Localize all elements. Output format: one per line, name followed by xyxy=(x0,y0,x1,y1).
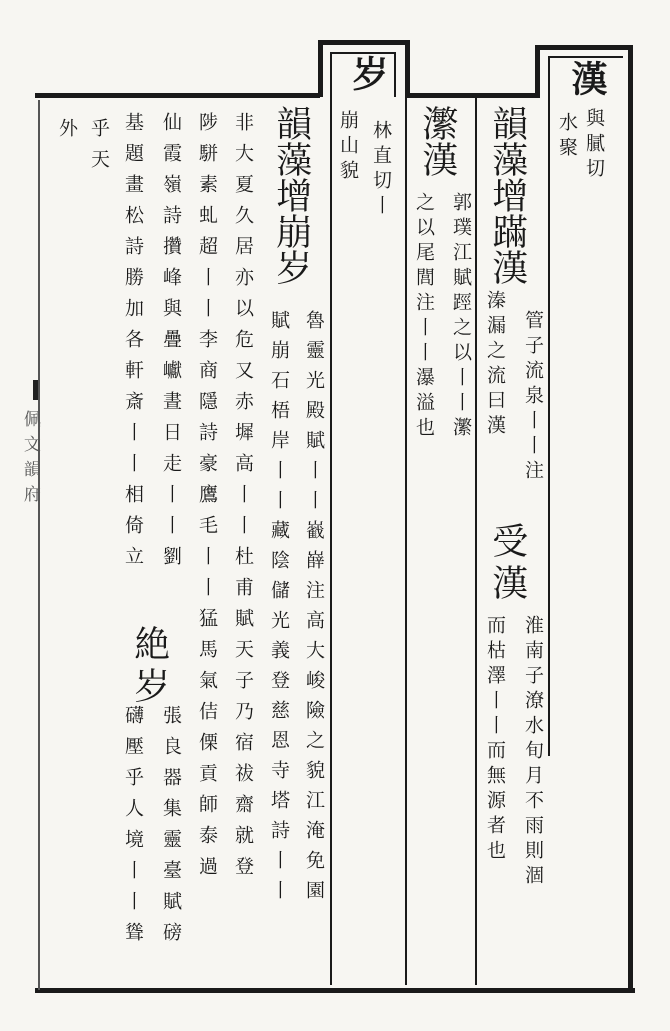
column-15: 基題畫松詩勝加各軒斎丨丨相倚立 xyxy=(121,112,144,577)
tab-right-inner-left xyxy=(548,56,550,756)
frame-right xyxy=(628,45,633,993)
column-2: 水聚 xyxy=(555,112,578,162)
divider-1 xyxy=(475,95,477,985)
column-12: 非大夏久居亦以危又赤墀高丨丨杜甫賦天子乃宿祓齋就登 xyxy=(231,112,254,887)
tab-middle-left xyxy=(318,40,323,97)
tab-right-top xyxy=(535,45,633,50)
column-6-text: 郭璞江賦踁之以丨丨瀿 xyxy=(449,192,472,442)
column-4-text: 淮南子潦水旬月不雨則涸 xyxy=(521,615,544,890)
column-9: 崩山貌 xyxy=(336,110,359,185)
column-16: 乎天 xyxy=(87,118,110,180)
entry-heading-2: 受漢 xyxy=(486,522,528,606)
column-1: 與膩切 xyxy=(582,108,605,183)
entry-heading-3: 瀿漢 xyxy=(416,105,458,177)
entry-heading-4: 韻藻增崩岁 xyxy=(270,105,312,285)
frame-top-left xyxy=(35,93,320,98)
tab-right-inner-top xyxy=(548,56,623,58)
tab-title-right: 漢 xyxy=(566,60,608,98)
divider-3 xyxy=(330,95,332,985)
tab-title-middle: 岁 xyxy=(347,55,389,93)
tab-middle-inner-right xyxy=(394,52,396,97)
tab-middle-top xyxy=(318,40,410,45)
column-17: 外 xyxy=(55,118,78,143)
tab-middle-inner-top xyxy=(330,52,394,54)
entry-heading-1: 韻藻增蹣漢 xyxy=(486,105,528,285)
frame-bottom xyxy=(35,988,635,993)
column-3-text: 管子流泉丨丨注 xyxy=(521,310,544,485)
column-15-text: 礴壓乎人境丨丨聳 xyxy=(121,705,144,953)
entry-heading-5: 絶岁 xyxy=(128,625,170,709)
frame-top-mid xyxy=(405,93,540,98)
column-10-text: 魯靈光殿賦丨丨巀嶭注高大峻險之貌江淹免園 xyxy=(302,310,325,910)
tab-middle-right xyxy=(405,40,410,97)
column-4: 溱漏之流曰漢 xyxy=(483,290,506,440)
column-11: 賦崩石梧岸丨丨藏陰儲光義登慈恩寺塔詩丨丨 xyxy=(267,310,290,910)
column-13: 陟駢素虬超丨丨李商隱詩豪鷹毛丨丨猛馬氣佶傈貢師泰過 xyxy=(195,112,218,887)
column-8: 林直切丨 xyxy=(369,120,392,220)
column-14: 仙霞嶺詩攢峰與疊巘晝日走丨丨劉 xyxy=(159,112,182,577)
margin-line xyxy=(38,100,40,990)
margin-title: 佩文韻府 xyxy=(19,410,40,510)
tab-right-left xyxy=(535,45,540,97)
tab-middle-inner-left xyxy=(330,52,332,97)
column-14-text: 張良器集靈臺賦磅 xyxy=(159,705,182,953)
divider-2 xyxy=(405,95,407,985)
column-5: 而枯澤丨丨而無源者也 xyxy=(483,615,506,865)
column-7: 之以尾閭注丨丨瀑溢也 xyxy=(412,192,435,442)
